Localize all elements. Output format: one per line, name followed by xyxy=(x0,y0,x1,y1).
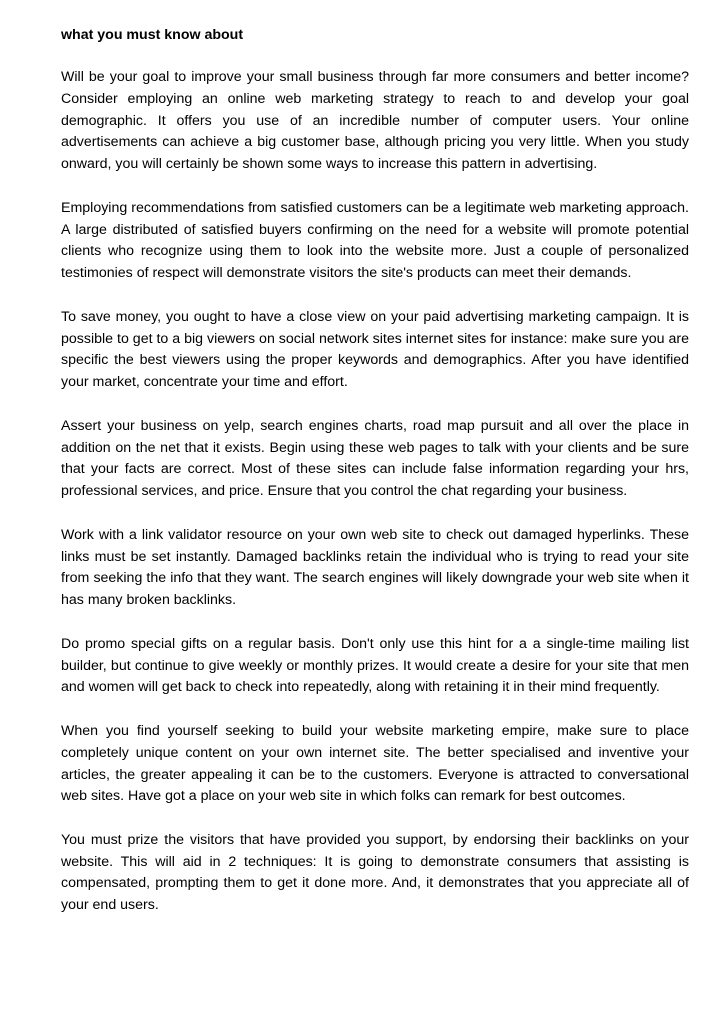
paragraph-5: Work with a link validator resource on your own web site to check out damaged hyperlinks. These links must be set instantly. Damaged backlinks retain the individual who is trying to read your site from seeking the info that they want. The search engines will likely downgrade your web site when it has many broken backlinks. xyxy=(61,526,689,609)
document-page xyxy=(61,24,689,939)
paragraph-8: You must prize the visitors that have provided you support, by endorsing their backlinks on your website. This will aid in 2 techniques: It is going to demonstrate consumers that assisting is compensated, prompting them to get it done more. And, it demonstrates that you appreciate all of your end users. xyxy=(61,831,689,914)
paragraph-6: Do promo special gifts on a regular basis. Don't only use this hint for a a single-time mailing list builder, but continue to give weekly or monthly prizes. It would create a desire for your site that men and women will get back to check into repeatedly, along with retaining it in their mind frequently. xyxy=(61,635,689,696)
paragraph-4: Assert your business on yelp, search engines charts, road map pursuit and all over the place in addition on the net that it exists. Begin using these web pages to talk with your clients and be sure that your facts are correct. Most of these sites can include false information regarding your hrs, professional services, and price. Ensure that you control the chat regarding your business. xyxy=(61,417,689,500)
paragraph-3: To save money, you ought to have a close view on your paid advertising marketing campaign. It is possible to get to a big viewers on social network sites internet sites for instance: make sure you are specific the best viewers using the proper keywords and demographics. After you have identified your market, concentrate your time and effort. xyxy=(61,308,689,391)
document-title: what you must know about xyxy=(61,27,244,43)
paragraph-1: Will be your goal to improve your small business through far more consumers and better income? Consider employing an online web marketing strategy to reach to and develop your goal demographic. It offers you use of an incredible number of computer users. Your online advertisements can achieve a big customer base, although pricing you very little. When you study onward, you will certainly be shown some ways to increase this pattern in advertising. xyxy=(61,69,689,173)
paragraph-2: Employing recommendations from satisfied customers can be a legitimate web marketing approach. A large distributed of satisfied buyers confirming on the need for a website will promote potential clients who recognize using them to look into the website more. Just a couple of personalized testimonies of respect will demonstrate visitors the site's products can meet their demands. xyxy=(61,199,689,282)
paragraph-7: When you find yourself seeking to build your website marketing empire, make sure to place completely unique content on your own internet site. The better specialised and inventive your articles, the greater appealing it can be to the customers. Everyone is attracted to conversational web sites. Have got a place on your web site in which folks can remark for best outcomes. xyxy=(61,722,689,805)
